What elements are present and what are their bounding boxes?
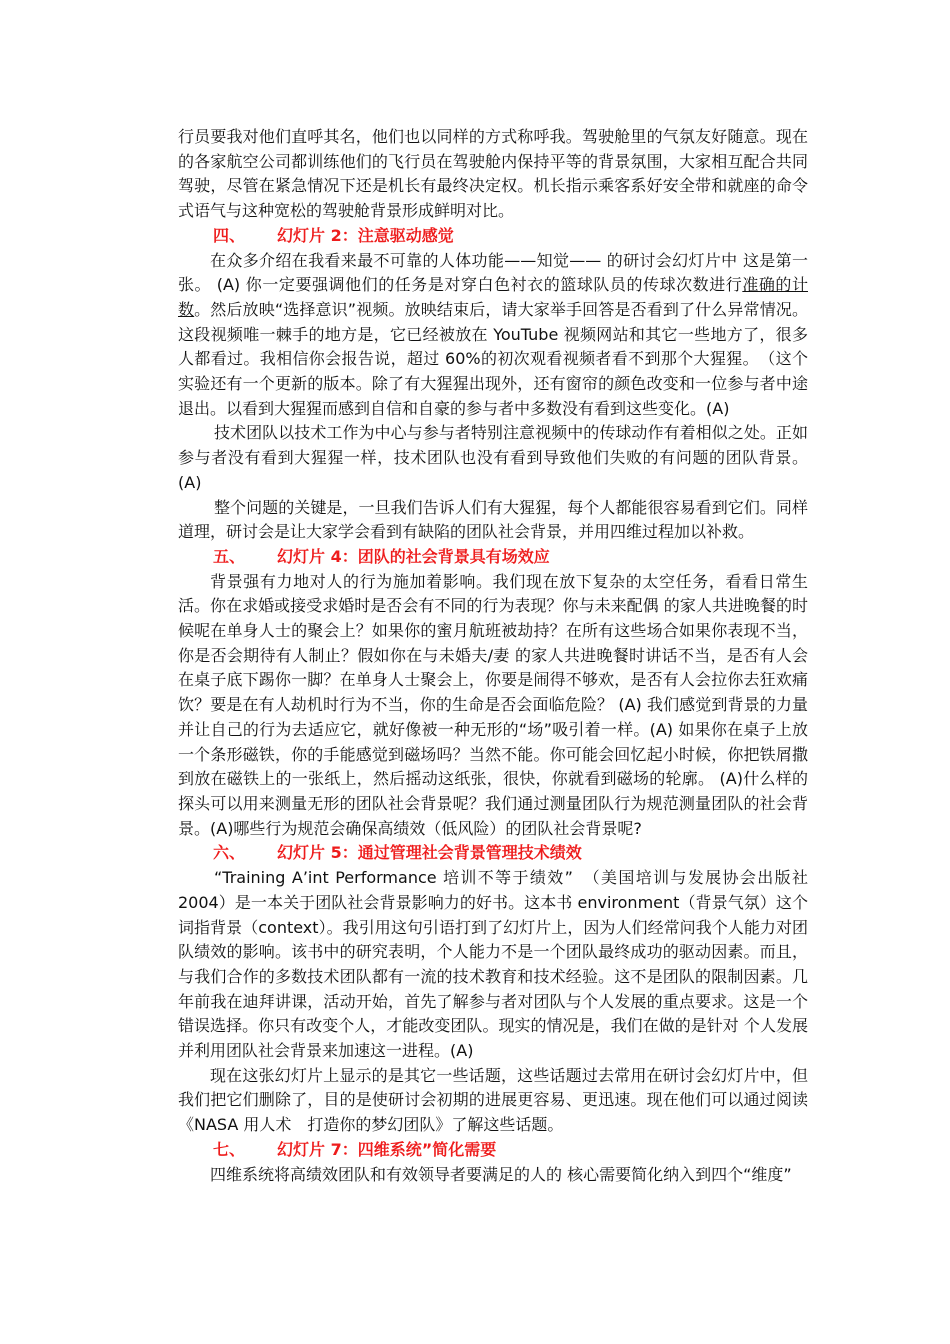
paragraph-field-effect: 背景强有力地对人的行为施加着影响。我们现在放下复杂的太空任务，看看日常生活。你在求婚或接受求婚时是否会有不同的行为表现？你与未来配偶 的家人共进晚餐的时候呢在单身人士的聚会上？如果你的蜜月航班被劫持？在所有这些场合如果你表现不当，你是否会期待有人制止？假如你在与未婚夫/妻 的家人共进晚餐时讲话不当，是否有人会在桌子底下踢你一脚？在单身人士聚会上，你要是闹得不够欢，是否有人会拉你去狂欢痛饮？要是在有人劫机时行为不当，你的生命是否会面临危险？ (A) 我们感觉到背景的力量并让自己的行为去适应它，就好像被一种无形的“场”吸引着一样。(A) 如果你在桌子上放一个条形磁铁，你的手能感觉到磁场吗？当然不能。你可能会回忆起小时候，你把铁屑撒到放在磁铁上的一张纸上，然后摇动这纸张，很快，你就看到磁场的轮廓。 (A)什么样的探头可以用来测量无形的团队社会背景呢？我们通过测量团队行为规范测量团队的社会背景。(A)哪些行为规范会确保高绩效（低风险）的团队社会背景呢? (178, 571, 808, 838)
section-title: 幻灯片 7：四维系统”简化需要 (277, 1139, 497, 1159)
section-number: 七、 (213, 1139, 246, 1159)
section-title: 幻灯片 5：通过管理社会背景管理技术绩效 (277, 843, 582, 863)
section-title: 幻灯片 4：团队的社会背景具有场效应 (277, 546, 550, 566)
paragraph-key-issue: 整个问题的关键是，一旦我们告诉人们有大猩猩，每个人都能很容易看到它们。同样道理，研讨会是让大家学会看到有缺陷的团队社会背景，并用四维过程加以补救。 (178, 497, 808, 542)
paragraph-text: 在众多介绍在我看来最不可靠的人体功能——知觉—— 的研讨会幻灯片中 这是第一张。 (A) 你一定要强调他们的任务是对穿白色衬衣的篮球队员的传球次数进行 (178, 250, 808, 295)
section-heading-4 (178, 224, 808, 249)
paragraph-slide2 (178, 249, 808, 422)
section-number: 五、 (213, 546, 246, 566)
paragraph-text: 。然后放映“选择意识”视频。放映结束后，请大家举手回答是否看到了什么异常情况。这段视频唯一棘手的地方是，它已经被放在 YouTube 视频网站和其它一些地方了，很多人都看过。我相信你会报告说，超过 60%的初次观看视频者看不到那个大猩猩。 （这个实验还有一个更新的版本。除了有大猩猩出现外，还有窗帘的颜色改变和一位参与者中途退出。以看到大猩猩而感到自信和自豪的参与者中多数没有看到这些变化。(A) (178, 299, 808, 418)
paragraph-tech-team: 技术团队以技术工作为中心与参与者特别注意视频中的传球动作有着相似之处。正如参与者没有看到大猩猩一样，技术团队也没有看到导致他们失败的有问题的团队背景。(A) (178, 423, 808, 492)
section-number: 四、 (213, 225, 246, 245)
section-number: 六、 (213, 843, 246, 863)
paragraph-other-topics: 现在这张幻灯片上显示的是其它一些话题，这些话题过去常用在研讨会幻灯片中，但我们把它们删除了，目的是使研讨会初期的进展更容易、更迅速。现在他们可以通过阅读《NASA 用人术 打造你的梦幻团队》了解这些话题。 (178, 1065, 808, 1135)
section-heading-6 (178, 841, 808, 866)
section-heading-7 (178, 1138, 808, 1163)
section-title: 幻灯片 2：注意驱动感觉 (277, 225, 454, 245)
underlined-text: 准确的计数 (178, 275, 808, 319)
paragraph-intro: 行员要我对他们直呼其名，他们也以同样的方式称呼我。驾驶舱里的气氛友好随意。现在的各家航空公司都训练他们的飞行员在驾驶舱内保持平等的背景氛围，大家相互配合共同驾驶，尽管在紧急情况下还是机长有最终决定权。机长指示乘客系好安全带和就座的命令式语气与这种宽松的驾驶舱背景形成鲜明对比。 (178, 127, 808, 221)
section-heading-5 (178, 545, 808, 570)
paragraph-4d-system: 四维系统将高绩效团队和有效领导者要满足的人的 核心需要简化纳入到四个“维度” (210, 1164, 792, 1184)
document-page (178, 125, 808, 1187)
paragraph-training: “Training A’int Performance 培训不等于绩效” （美国培训与发展协会出版社 2004）是一本关于团队社会背景影响力的好书。这本书 environment（背景气氛）这个词指背景（context）。我引用这句引语打到了幻灯片上，因为人们经常问我个人能力对团队绩效的影响。该书中的研究表明，个人能力不是一个团队最终成功的驱动因素。而且，与我们合作的多数技术团队都有一流的技术教育和技术经验。这不是团队的限制因素。几年前我在迪拜讲课，活动开始，首先了解参与者对团队与个人发展的重点要求。这是一个错误选择。你只有改变个人，才能改变团队。现实的情况是，我们在做的是针对 个人发展并利用团队社会背景来加速这一进程。(A) (178, 868, 808, 1061)
